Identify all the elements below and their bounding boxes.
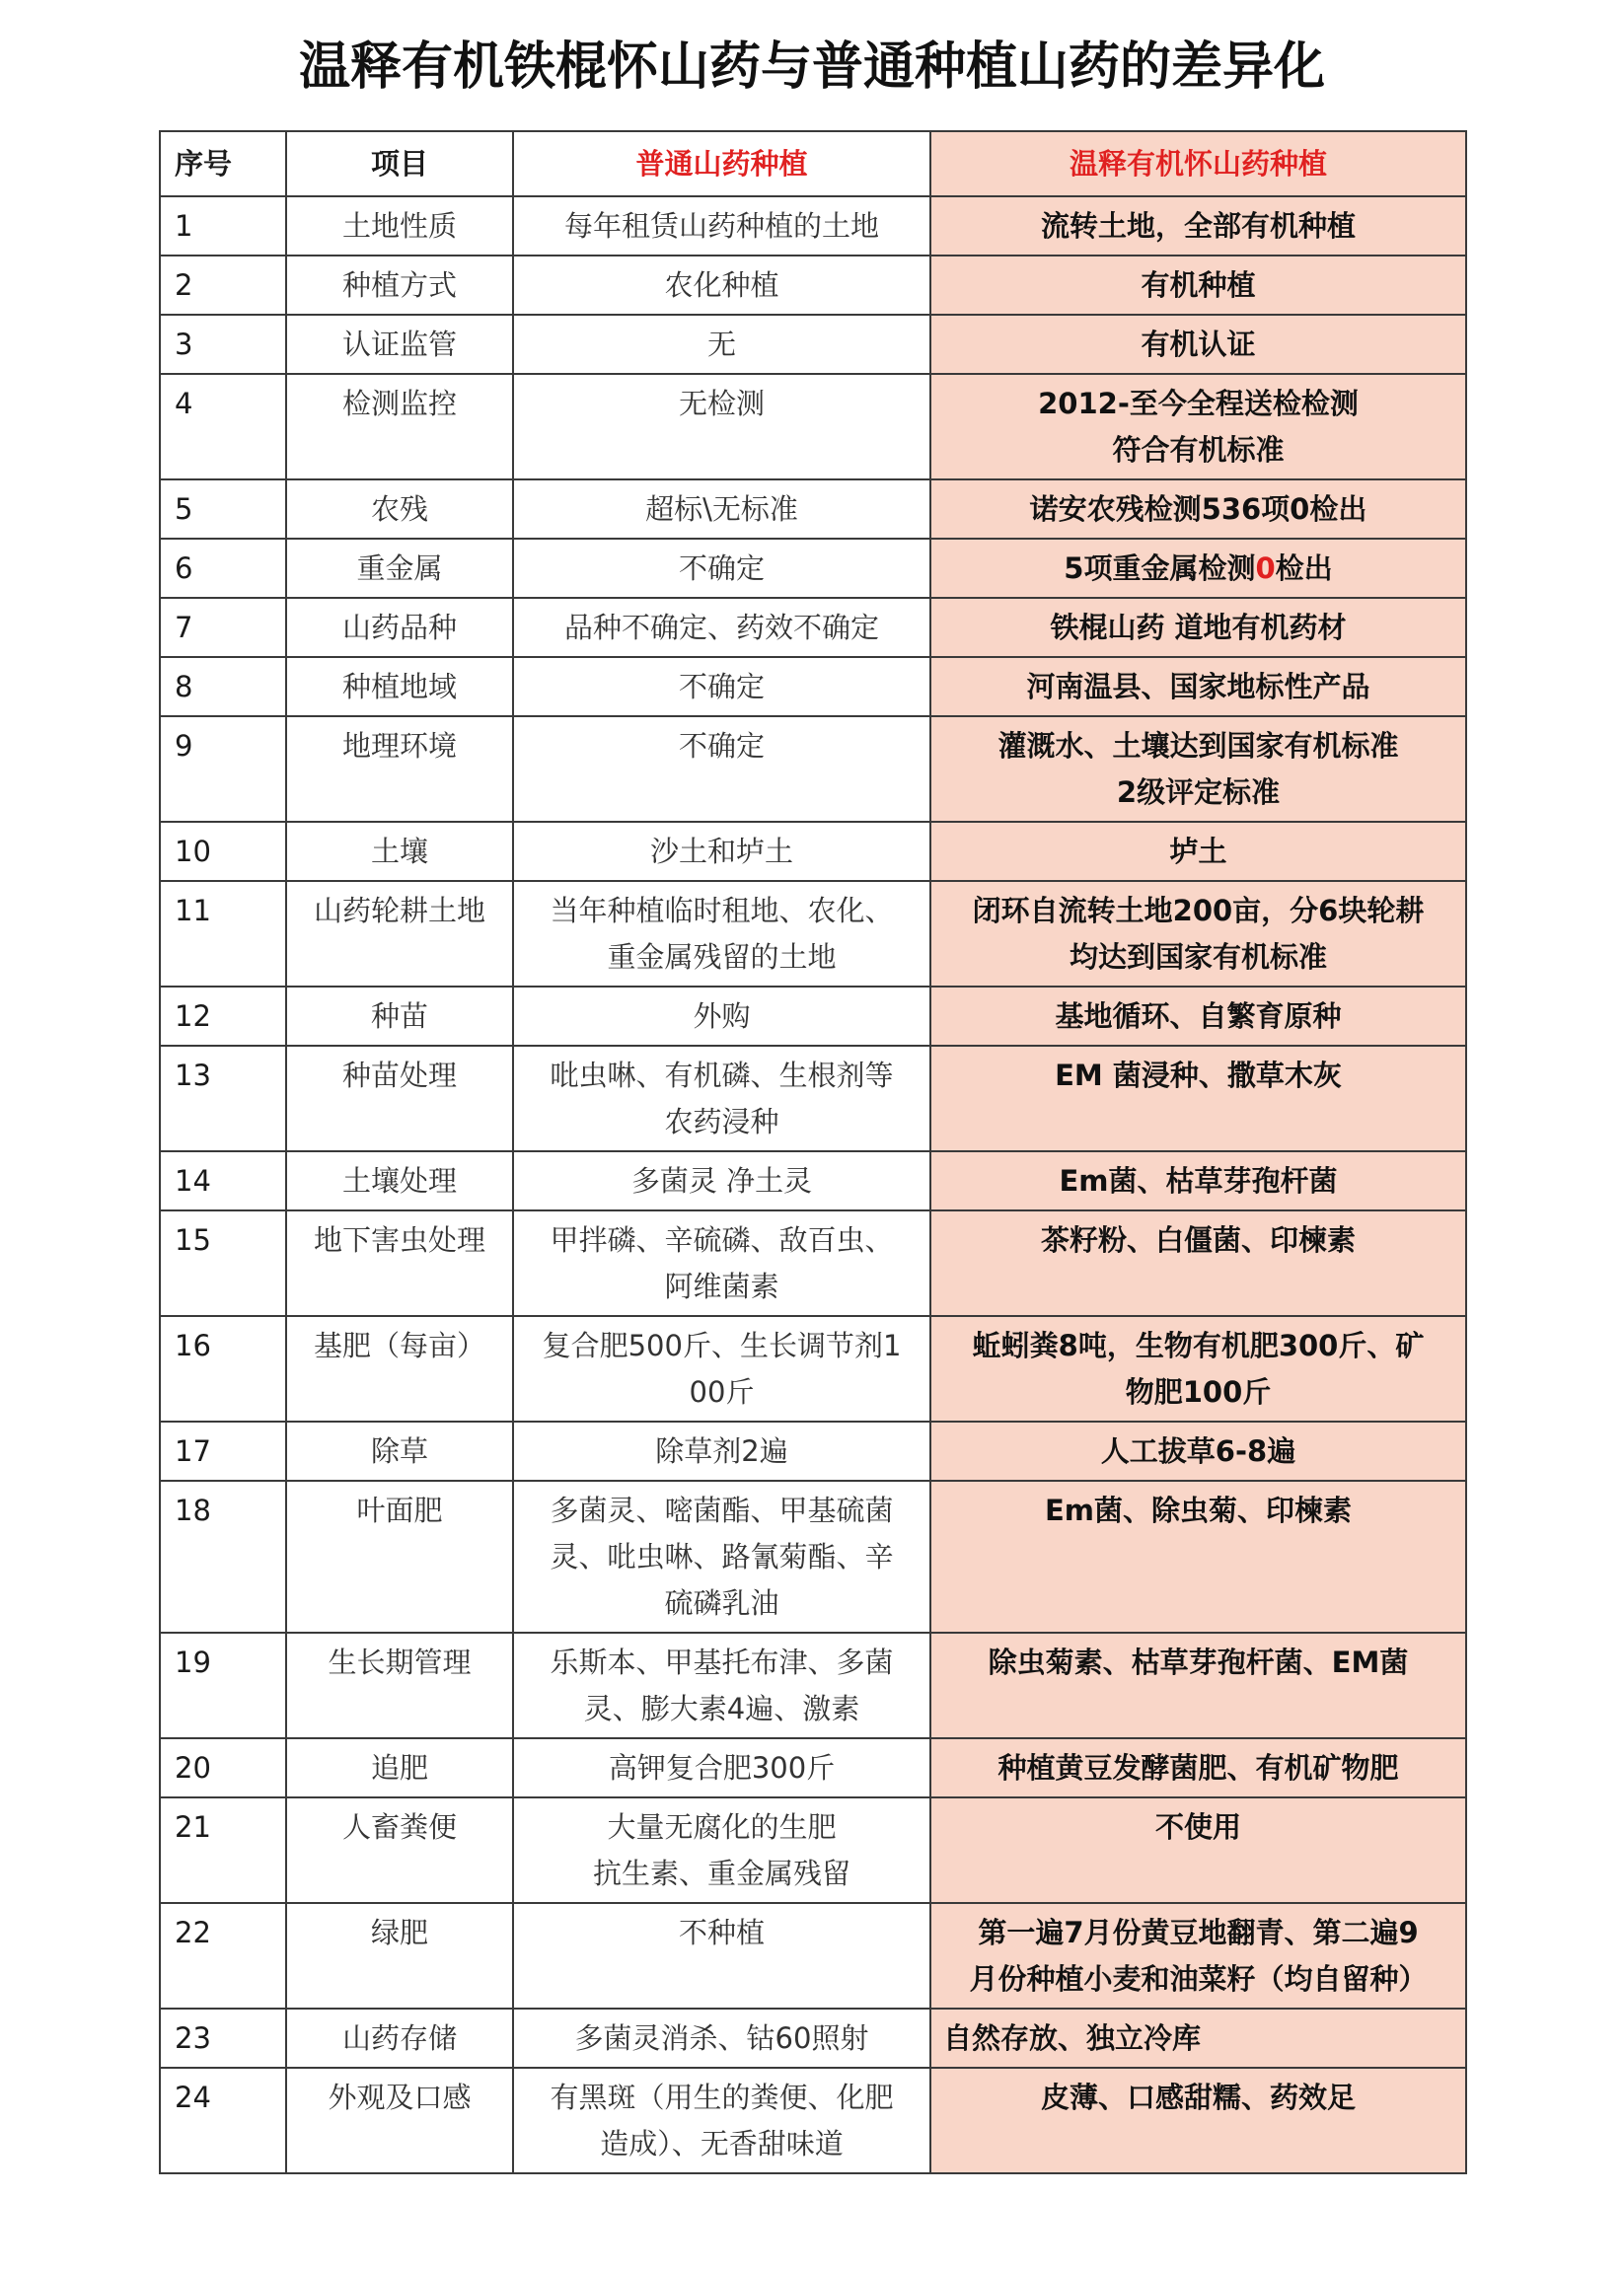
row-organic-method: 除虫菊素、枯草芽孢杆菌、EM菌 — [930, 1633, 1466, 1738]
table-row — [160, 657, 1466, 716]
row-normal-method: 超标\无标准 — [513, 479, 930, 539]
row-organic-method: Em菌、枯草芽孢杆菌 — [930, 1151, 1466, 1210]
row-item: 追肥 — [286, 1738, 513, 1797]
row-normal-method: 大量无腐化的生肥 抗生素、重金属残留 — [513, 1797, 930, 1903]
row-organic-method: 有机种植 — [930, 256, 1466, 315]
row-organic-method: EM 菌浸种、撒草木灰 — [930, 1046, 1466, 1151]
table-row — [160, 2068, 1466, 2173]
row-index: 22 — [160, 1903, 286, 2009]
row-normal-method: 乐斯本、甲基托布津、多菌 灵、膨大素4遍、激素 — [513, 1633, 930, 1738]
row-organic-method: 有机认证 — [930, 315, 1466, 374]
row-item: 地下害虫处理 — [286, 1210, 513, 1316]
row-item: 农残 — [286, 479, 513, 539]
table-row — [160, 196, 1466, 256]
row-organic-method: 2012-至今全程送检检测 符合有机标准 — [930, 374, 1466, 479]
row-index: 9 — [160, 716, 286, 822]
table-row — [160, 987, 1466, 1046]
table-row — [160, 881, 1466, 987]
table-row — [160, 716, 1466, 822]
row-organic-method: 基地循环、自繁育原种 — [930, 987, 1466, 1046]
row-normal-method: 高钾复合肥300斤 — [513, 1738, 930, 1797]
row-index: 19 — [160, 1633, 286, 1738]
table-row — [160, 1422, 1466, 1481]
table-row — [160, 598, 1466, 657]
row-index: 16 — [160, 1316, 286, 1422]
row-index: 3 — [160, 315, 286, 374]
row-index: 8 — [160, 657, 286, 716]
row-item: 土地性质 — [286, 196, 513, 256]
row-organic-method: 蚯蚓粪8吨，生物有机肥300斤、矿 物肥100斤 — [930, 1316, 1466, 1422]
row-organic-method: 流转土地，全部有机种植 — [930, 196, 1466, 256]
row-item: 叶面肥 — [286, 1481, 513, 1633]
row-index: 10 — [160, 822, 286, 881]
row-organic-method: Em菌、除虫菊、印楝素 — [930, 1481, 1466, 1633]
table-row — [160, 1797, 1466, 1903]
row-item: 除草 — [286, 1422, 513, 1481]
header-organic: 温释有机怀山药种植 — [930, 131, 1466, 196]
table-row — [160, 539, 1466, 598]
row-normal-method: 多菌灵、嘧菌酯、甲基硫菌 灵、吡虫啉、路氰菊酯、辛 硫磷乳油 — [513, 1481, 930, 1633]
row-item: 土壤处理 — [286, 1151, 513, 1210]
table-row — [160, 1738, 1466, 1797]
row-index: 1 — [160, 196, 286, 256]
row-organic-method: 自然存放、独立冷库 — [930, 2009, 1466, 2068]
row-item: 山药存储 — [286, 2009, 513, 2068]
row-item: 检测监控 — [286, 374, 513, 479]
row-item: 重金属 — [286, 539, 513, 598]
row-item: 种苗 — [286, 987, 513, 1046]
row-index: 6 — [160, 539, 286, 598]
row-organic-method: 不使用 — [930, 1797, 1466, 1903]
row-normal-method: 不确定 — [513, 716, 930, 822]
row-organic-method: 闭环自流转土地200亩，分6块轮耕 均达到国家有机标准 — [930, 881, 1466, 987]
row-item: 种植方式 — [286, 256, 513, 315]
row-index: 24 — [160, 2068, 286, 2173]
table-row — [160, 822, 1466, 881]
row-index: 11 — [160, 881, 286, 987]
row-item: 人畜粪便 — [286, 1797, 513, 1903]
row-normal-method: 外购 — [513, 987, 930, 1046]
header-row — [160, 131, 1466, 196]
row-normal-method: 多菌灵 净土灵 — [513, 1151, 930, 1210]
row-normal-method: 无检测 — [513, 374, 930, 479]
comparison-table — [159, 130, 1467, 2174]
page-title: 温释有机铁棍怀山药与普通种植山药的差异化 — [298, 37, 1325, 97]
row-normal-method: 无 — [513, 315, 930, 374]
header-normal: 普通山药种植 — [513, 131, 930, 196]
row-index: 23 — [160, 2009, 286, 2068]
table-row — [160, 1633, 1466, 1738]
table-row — [160, 1046, 1466, 1151]
row-item: 地理环境 — [286, 716, 513, 822]
row-normal-method: 多菌灵消杀、钴60照射 — [513, 2009, 930, 2068]
table-body — [160, 196, 1466, 2173]
table-row — [160, 256, 1466, 315]
row-index: 7 — [160, 598, 286, 657]
row-normal-method: 甲拌磷、辛硫磷、敌百虫、 阿维菌素 — [513, 1210, 930, 1316]
row-organic-method: 种植黄豆发酵菌肥、有机矿物肥 — [930, 1738, 1466, 1797]
row-normal-method: 复合肥500斤、生长调节剂1 00斤 — [513, 1316, 930, 1422]
row-normal-method: 不确定 — [513, 539, 930, 598]
row-item: 土壤 — [286, 822, 513, 881]
row-organic-method: 铁棍山药 道地有机药材 — [930, 598, 1466, 657]
row-organic-method: 灌溉水、土壤达到国家有机标准 2级评定标准 — [930, 716, 1466, 822]
row-normal-method: 当年种植临时租地、农化、 重金属残留的土地 — [513, 881, 930, 987]
table-row — [160, 1210, 1466, 1316]
row-normal-method: 不确定 — [513, 657, 930, 716]
table-row — [160, 374, 1466, 479]
row-index: 12 — [160, 987, 286, 1046]
row-index: 20 — [160, 1738, 286, 1797]
row-item: 生长期管理 — [286, 1633, 513, 1738]
row-organic-method: 皮薄、口感甜糯、药效足 — [930, 2068, 1466, 2173]
row-item: 种植地域 — [286, 657, 513, 716]
row-normal-method: 品种不确定、药效不确定 — [513, 598, 930, 657]
comparison-table-wrapper — [159, 130, 1465, 2174]
row-organic-method: 5项重金属检测0检出 — [930, 539, 1466, 598]
row-index: 21 — [160, 1797, 286, 1903]
row-item: 绿肥 — [286, 1903, 513, 2009]
row-index: 15 — [160, 1210, 286, 1316]
row-index: 5 — [160, 479, 286, 539]
row-normal-method: 不种植 — [513, 1903, 930, 2009]
row-organic-method: 河南温县、国家地标性产品 — [930, 657, 1466, 716]
row-organic-method: 人工拔草6-8遍 — [930, 1422, 1466, 1481]
table-row — [160, 1481, 1466, 1633]
row-index: 14 — [160, 1151, 286, 1210]
row-normal-method: 吡虫啉、有机磷、生根剂等 农药浸种 — [513, 1046, 930, 1151]
row-index: 18 — [160, 1481, 286, 1633]
zero-highlight: 0 — [1255, 551, 1276, 585]
row-item: 种苗处理 — [286, 1046, 513, 1151]
row-item: 外观及口感 — [286, 2068, 513, 2173]
header-index: 序号 — [160, 131, 286, 196]
row-normal-method: 除草剂2遍 — [513, 1422, 930, 1481]
row-normal-method: 每年租赁山药种植的土地 — [513, 196, 930, 256]
row-normal-method: 有黑斑（用生的粪便、化肥 造成）、无香甜味道 — [513, 2068, 930, 2173]
table-row — [160, 1151, 1466, 1210]
row-index: 4 — [160, 374, 286, 479]
table-row — [160, 1316, 1466, 1422]
row-item: 山药品种 — [286, 598, 513, 657]
row-index: 2 — [160, 256, 286, 315]
header-item: 项目 — [286, 131, 513, 196]
row-item: 认证监管 — [286, 315, 513, 374]
table-row — [160, 2009, 1466, 2068]
table-row — [160, 1903, 1466, 2009]
table-row — [160, 315, 1466, 374]
row-item: 山药轮耕土地 — [286, 881, 513, 987]
row-index: 17 — [160, 1422, 286, 1481]
row-organic-method: 茶籽粉、白僵菌、印楝素 — [930, 1210, 1466, 1316]
table-row — [160, 479, 1466, 539]
row-organic-method: 诺安农残检测536项0检出 — [930, 479, 1466, 539]
row-item: 基肥（每亩） — [286, 1316, 513, 1422]
row-normal-method: 农化种植 — [513, 256, 930, 315]
row-organic-method: 垆土 — [930, 822, 1466, 881]
row-normal-method: 沙土和垆土 — [513, 822, 930, 881]
row-organic-method: 第一遍7月份黄豆地翻青、第二遍9 月份种植小麦和油菜籽（均自留种） — [930, 1903, 1466, 2009]
row-index: 13 — [160, 1046, 286, 1151]
